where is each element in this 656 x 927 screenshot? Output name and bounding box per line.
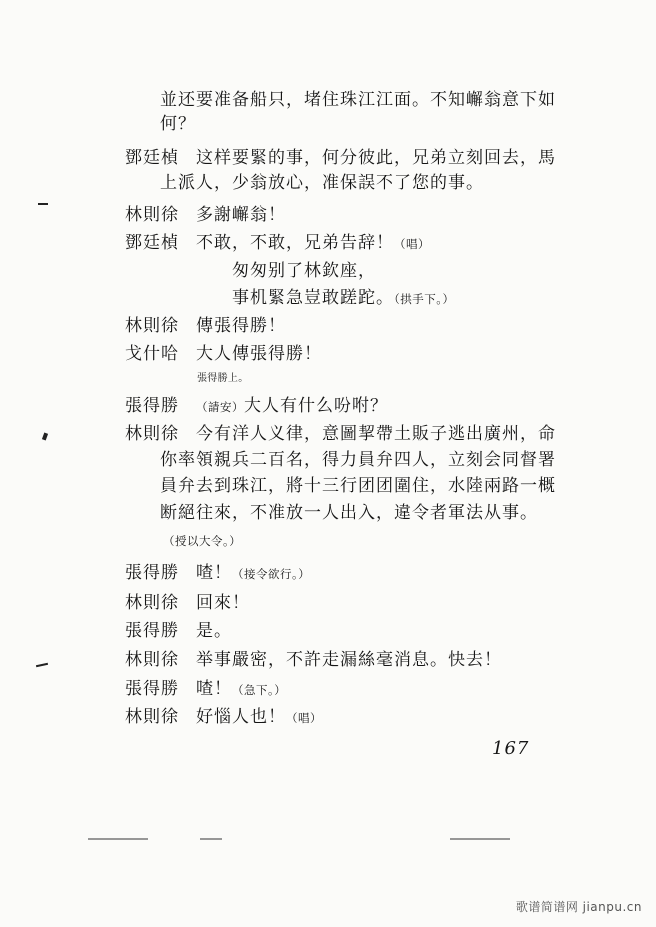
dialogue-text: 大人有什么吩咐？ [244,396,388,416]
dialogue-text: 喳！ [196,563,232,583]
speaker-name: 林則徐 [125,593,179,613]
stage-direction: （急下。） [232,683,287,697]
dialogue-line: 是。 [196,621,232,641]
dialogue-text: 不敢，不敢，兄弟告辞！ [196,233,394,253]
watermark: 歌谱简谱网 jianpu.cn [515,900,642,914]
dialogue-line: 傳張得勝！ [196,316,286,336]
dialogue-line: 員弁去到珠江，將十三行团团圍住，水陸兩路一概 [160,476,556,496]
scan-mark [36,663,48,667]
dialogue-line: 今有洋人义律，意圖挈帶土販子逃出廣州，命 [196,424,556,444]
text-line: 何？ [160,114,196,134]
stage-direction: （拱手下。） [394,292,455,306]
dialogue-line [196,706,322,729]
dialogue-line: 断絕往來，不准放一人出入，違令者軍法从事。 [160,503,538,523]
speaker-name: 鄧廷楨 [125,233,179,253]
speaker-name: 林則徐 [125,650,179,670]
page-number: 167 [492,738,530,759]
stage-direction: 張得勝上。 [197,373,249,384]
speaker-name: 林則徐 [125,707,179,727]
dialogue-text: 好惱人也！ [196,707,286,727]
dialogue-line: 多謝嶰翁！ [196,205,286,225]
speaker-name: 戈什哈 [125,344,179,364]
verse-line [232,287,455,310]
dialogue-line [196,395,388,418]
text-line: 並还要准备船只，堵住珠江江面。不知嶰翁意下如 [160,90,556,110]
dialogue-line: 大人傳張得勝！ [196,344,322,364]
dialogue-line [196,678,286,701]
scan-mark [450,838,510,840]
scan-mark [88,838,148,840]
speaker-name: 林則徐 [125,316,179,336]
speaker-name: 林則徐 [125,205,179,225]
speaker-name: 張得勝 [125,621,179,641]
dialogue-line: 回來！ [196,593,250,613]
dialogue-line [196,232,430,255]
speaker-name: 張得勝 [125,563,179,583]
speaker-name: 林則徐 [125,424,179,444]
verse-text: 事机緊急豈敢蹉跎。 [232,288,394,308]
dialogue-line [196,562,310,585]
dialogue-line: 你率領親兵二百名，得力員弁四人，立刻会同督署 [160,450,556,470]
stage-direction: （請安） [196,400,244,414]
stage-direction: （唱） [394,237,430,251]
stage-direction: （唱） [286,711,322,725]
stage-direction: （授以大令。） [163,534,242,548]
speaker-name: 鄧廷楨 [125,148,179,168]
dialogue-line: 上派人，少翁放心，准保誤不了您的事。 [160,173,484,193]
speaker-name: 張得勝 [125,396,179,416]
dialogue-line: 举事嚴密，不許走漏絲毫消息。快去！ [196,650,502,670]
scan-mark [42,433,48,441]
stage-direction: （接令欲行。） [232,567,311,581]
dialogue-text: 喳！ [196,679,232,699]
scan-mark [200,838,222,840]
verse-line: 匆匆别了林欽座， [232,261,376,281]
dialogue-line: 这样要緊的事，何分彼此，兄弟立刻回去，馬 [196,148,556,168]
speaker-name: 張得勝 [125,679,179,699]
scan-mark [38,203,48,205]
